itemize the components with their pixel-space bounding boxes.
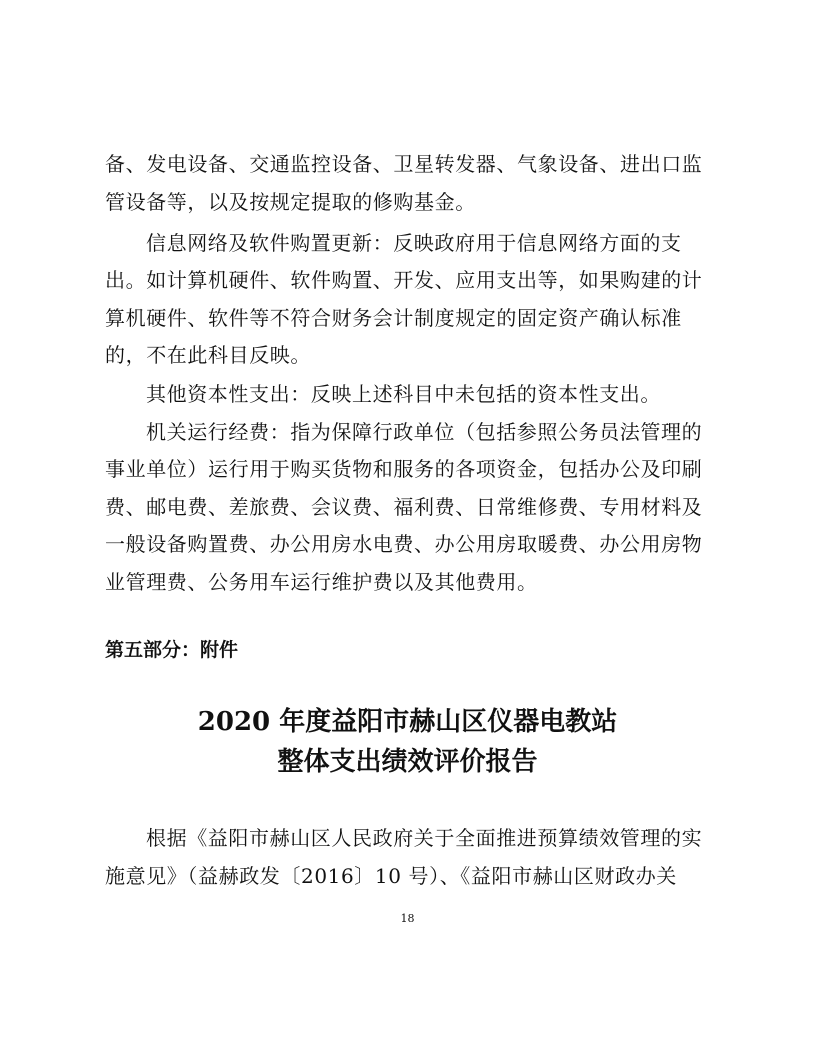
paragraph-line: 事业单位）运行用于购买货物和服务的各项资金，包括办公及印刷 [105, 457, 703, 481]
paragraph-line: 一般设备购置费、办公用房水电费、办公用房取暖费、办公用房物 [105, 532, 703, 556]
paragraph-line: 其他资本性支出：反映上述科目中未包括的资本性支出。 [146, 382, 661, 406]
section-heading: 第五部分：附件 [105, 639, 239, 661]
paragraph-line: 根据《益阳市赫山区人民政府关于全面推进预算绩效管理的实 [146, 826, 703, 850]
report-title-line-1: 2020 年度益阳市赫山区仪器电教站 [197, 707, 618, 737]
paragraph-line: 机关运行经费：指为保障行政单位（包括参照公务员法管理的 [146, 420, 703, 444]
paragraph-line: 施意见》（益赫政发〔2016〕10 号）、《益阳市赫山区财政办关 [105, 864, 677, 888]
paragraph-line: 算机硬件、软件等不符合财务会计制度规定的固定资产确认标准 [105, 306, 682, 330]
paragraph-line: 的，不在此科目反映。 [105, 343, 311, 367]
paragraph-line: 业管理费、公务用车运行维护费以及其他费用。 [105, 570, 538, 594]
page-number: 18 [400, 912, 415, 925]
report-title-line-2: 整体支出绩效评价报告 [277, 747, 538, 777]
paragraph-line: 管设备等，以及按规定提取的修购基金。 [105, 190, 476, 214]
paragraph-line: 信息网络及软件购置更新：反映政府用于信息网络方面的支 [146, 231, 682, 255]
paragraph-line: 出。如计算机硬件、软件购置、开发、应用支出等，如果购建的计 [105, 268, 703, 292]
paragraph-line: 备、发电设备、交通监控设备、卫星转发器、气象设备、进出口监 [105, 152, 703, 176]
paragraph-line: 费、邮电费、差旅费、会议费、福利费、日常维修费、专用材料及 [105, 495, 703, 519]
